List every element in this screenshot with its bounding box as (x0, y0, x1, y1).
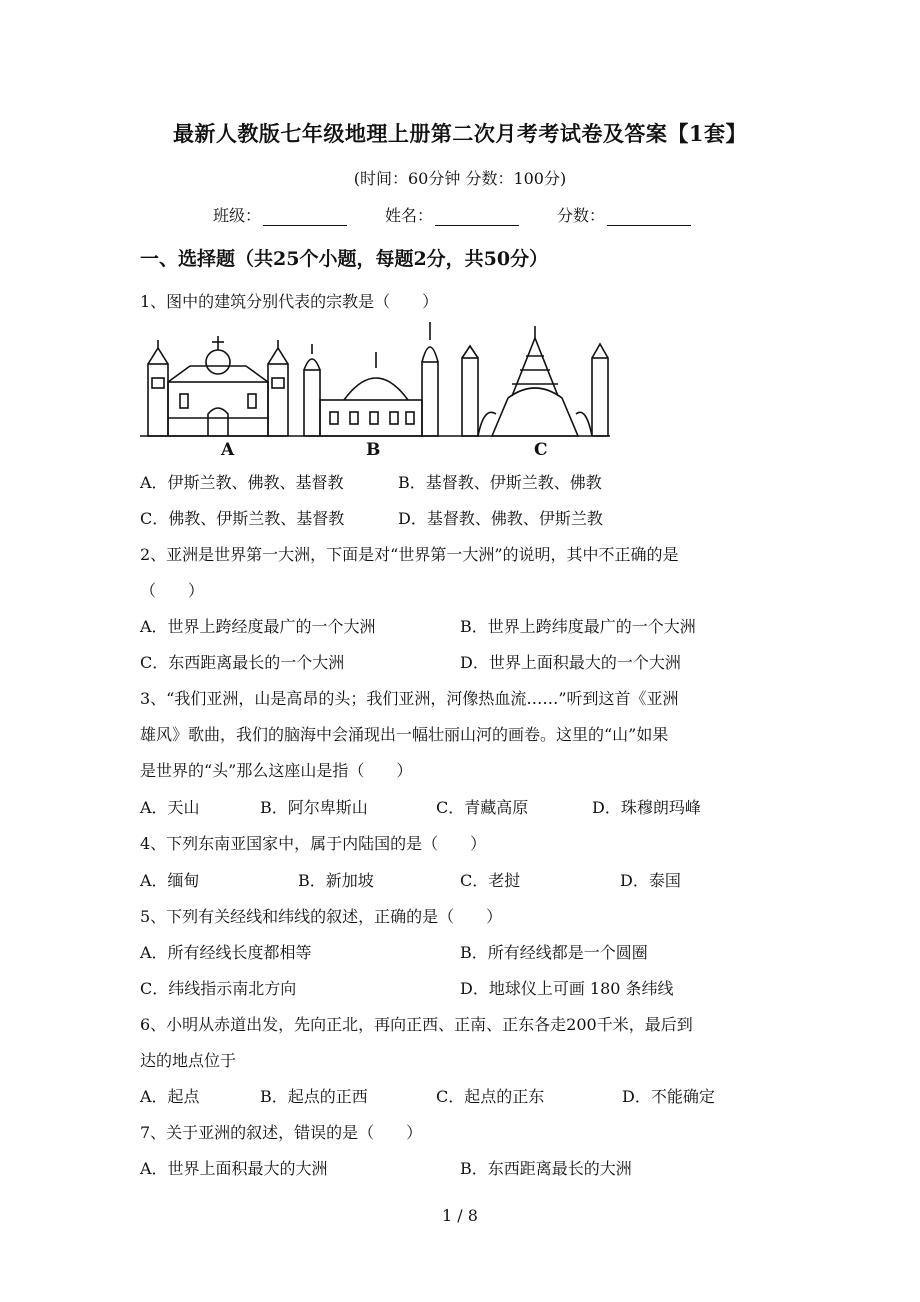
q4-option-c[interactable]: C．老挝 (460, 871, 521, 890)
figure-label-b: B (366, 440, 381, 460)
q5-option-c[interactable]: C．纬线指示南北方向 (140, 979, 297, 998)
q4-option-a[interactable]: A．缅甸 (140, 871, 200, 890)
q3-option-a[interactable]: A．天山 (140, 798, 200, 817)
question-7-stem: 7、关于亚洲的叙述，错误的是（ ） (140, 1123, 423, 1142)
q6-option-c[interactable]: C．起点的正东 (436, 1087, 545, 1106)
score-field (557, 203, 691, 226)
q5-option-b[interactable]: B．所有经线都是一个圆圈 (460, 943, 648, 962)
figure-label-c: C (534, 440, 548, 460)
class-field (213, 203, 347, 226)
score-blank[interactable] (607, 207, 691, 226)
student-info-fields (213, 203, 729, 226)
religious-buildings-figure (140, 318, 618, 460)
question-6-stem: 6、小明从赤道出发，先向正北，再向正西、正南、正东各走200千米，最后到 (140, 1015, 693, 1034)
question-3-stem-cont-2: 是世界的“头”那么这座山是指（ ） (140, 761, 413, 780)
q5-option-a[interactable]: A．所有经线长度都相等 (140, 943, 312, 962)
q6-option-a[interactable]: A．起点 (140, 1087, 200, 1106)
name-label: 姓名： (385, 206, 434, 225)
q7-option-a[interactable]: A．世界上面积最大的大洲 (140, 1159, 328, 1178)
name-blank[interactable] (435, 207, 519, 226)
page-title: 最新人教版七年级地理上册第二次月考考试卷及答案【1套】 (172, 121, 748, 146)
page-number: 1 / 8 (442, 1206, 478, 1225)
q1-option-c[interactable]: C．佛教、伊斯兰教、基督教 (140, 509, 345, 528)
score-label: 分数： (557, 206, 606, 225)
q2-option-d[interactable]: D．世界上面积最大的一个大洲 (460, 653, 681, 672)
question-2-stem-cont: （ ） (140, 581, 205, 600)
q3-option-c[interactable]: C．青藏高原 (436, 798, 529, 817)
q2-option-c[interactable]: C．东西距离最长的一个大洲 (140, 653, 345, 672)
question-3-stem: 3、“我们亚洲，山是高昂的头；我们亚洲，河像热血流……”听到这首《亚洲 (140, 689, 679, 708)
question-1-stem: 1、图中的建筑分别代表的宗教是（ ） (140, 292, 439, 311)
q6-option-b[interactable]: B．起点的正西 (260, 1087, 368, 1106)
mosque-building-image (304, 322, 438, 436)
q4-option-b[interactable]: B．新加坡 (298, 871, 374, 890)
class-blank[interactable] (263, 207, 347, 226)
question-2-stem: 2、亚洲是世界第一大洲，下面是对“世界第一大洲”的说明，其中不正确的是 (140, 545, 679, 564)
q7-option-b[interactable]: B．东西距离最长的大洲 (460, 1159, 632, 1178)
q3-option-b[interactable]: B．阿尔卑斯山 (260, 798, 368, 817)
church-building-image (148, 336, 288, 436)
q1-option-a[interactable]: A．伊斯兰教、佛教、基督教 (140, 473, 344, 492)
question-4-stem: 4、下列东南亚国家中，属于内陆国的是（ ） (140, 834, 487, 853)
class-label: 班级： (213, 206, 262, 225)
q4-option-d[interactable]: D．泰国 (620, 871, 681, 890)
q1-option-d[interactable]: D．基督教、佛教、伊斯兰教 (398, 509, 603, 528)
pagoda-building-image (462, 326, 608, 436)
question-6-stem-cont: 达的地点位于 (140, 1051, 237, 1070)
exam-subtitle: (时间：60分钟 分数：100分) (353, 169, 567, 188)
section-heading: 一、选择题（共25个小题，每题2分，共50分） (140, 248, 549, 270)
q2-option-b[interactable]: B．世界上跨纬度最广的一个大洲 (460, 617, 696, 636)
q5-option-d[interactable]: D．地球仪上可画 180 条纬线 (460, 979, 674, 998)
question-3-stem-cont-1: 雄风》歌曲，我们的脑海中会涌现出一幅壮丽山河的画卷。这里的“山”如果 (140, 725, 669, 744)
q1-option-b[interactable]: B．基督教、伊斯兰教、佛教 (398, 473, 602, 492)
q3-option-d[interactable]: D．珠穆朗玛峰 (592, 798, 701, 817)
q2-option-a[interactable]: A．世界上跨经度最广的一个大洲 (140, 617, 376, 636)
q6-option-d[interactable]: D．不能确定 (622, 1087, 715, 1106)
name-field (385, 203, 519, 226)
figure-label-a: A (221, 440, 235, 460)
question-5-stem: 5、下列有关经线和纬线的叙述，正确的是（ ） (140, 907, 503, 926)
